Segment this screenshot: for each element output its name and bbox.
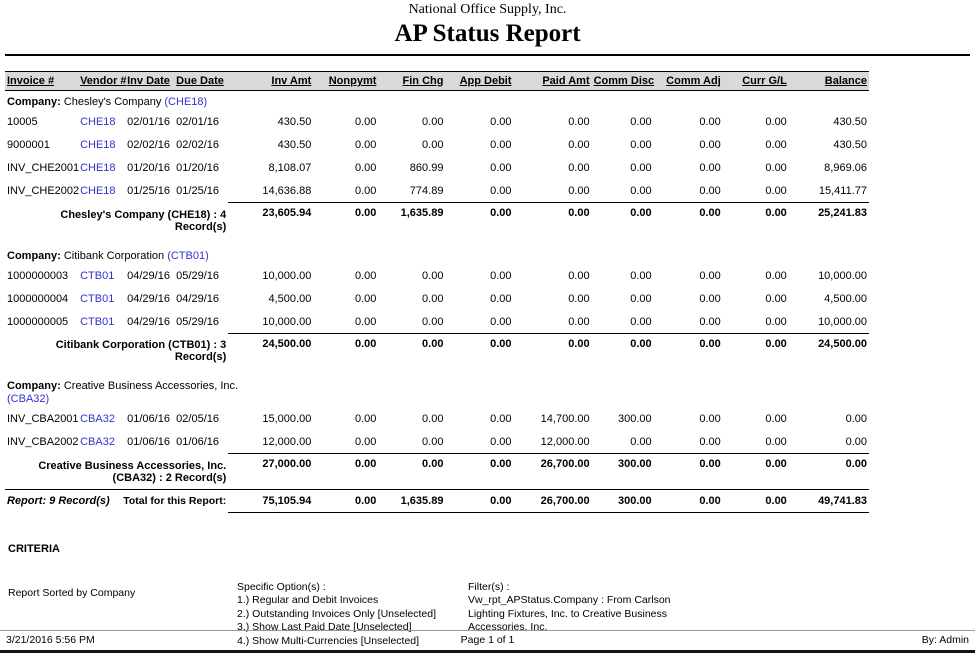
comm-adj-subtotal: 0.00 bbox=[654, 454, 723, 490]
fin-chg-cell: 0.00 bbox=[422, 292, 444, 305]
due-date-cell: 01/06/16 bbox=[176, 436, 219, 448]
criteria-option: 2.) Outstanding Invoices Only [Unselected] bbox=[237, 607, 437, 620]
col-header-app-debit bbox=[445, 72, 513, 91]
paid-amt-cell: 0.00 bbox=[568, 315, 590, 328]
nonpymt-cell: 0.00 bbox=[354, 185, 377, 197]
company-group-header bbox=[5, 238, 869, 264]
inv-amt-subtotal: 27,000.00 bbox=[228, 454, 313, 490]
page-title: AP Status Report bbox=[394, 20, 581, 47]
invoice-row bbox=[5, 133, 869, 156]
paid-amt-subtotal: 0.00 bbox=[514, 333, 592, 368]
company-code-link[interactable]: (CBA32) bbox=[7, 393, 50, 405]
comm-adj-cell: 0.00 bbox=[699, 185, 721, 197]
col-header-due-date bbox=[174, 72, 228, 91]
paid-amt-cell: 12,000.00 bbox=[540, 436, 590, 448]
vendor-link[interactable]: CTB01 bbox=[80, 269, 115, 282]
app-debit-subtotal: 0.00 bbox=[445, 333, 513, 368]
invoice-number-cell: 9000001 bbox=[7, 139, 50, 151]
due-date-cell: 01/25/16 bbox=[176, 185, 219, 197]
inv-amt-total: 75,105.94 bbox=[228, 489, 313, 512]
col-header-inv-date bbox=[125, 72, 174, 91]
invoice-number-cell: 1000000004 bbox=[7, 292, 69, 305]
comm-disc-cell: 0.00 bbox=[630, 315, 652, 328]
fin-chg-cell: 0.00 bbox=[422, 139, 444, 151]
invoice-number-cell: INV_CBA2002 bbox=[7, 436, 79, 448]
invoice-row bbox=[5, 156, 869, 179]
grand-total-label-cell bbox=[5, 489, 228, 512]
subtotal-row bbox=[5, 203, 869, 238]
col-header-curr-gl bbox=[723, 72, 789, 91]
fin-chg-cell: 0.00 bbox=[422, 315, 444, 328]
inv-date-cell: 02/02/16 bbox=[127, 139, 170, 151]
comm-adj-cell: 0.00 bbox=[699, 139, 721, 151]
col-header-label: Balance bbox=[824, 75, 867, 87]
inv-amt-cell: 430.50 bbox=[277, 116, 312, 128]
company-group-header bbox=[5, 91, 869, 111]
comm-disc-cell: 0.00 bbox=[630, 162, 652, 174]
app-debit-cell: 0.00 bbox=[490, 116, 512, 128]
paid-amt-cell: 0.00 bbox=[568, 139, 590, 151]
comm-adj-cell: 0.00 bbox=[699, 292, 721, 305]
balance-subtotal: 24,500.00 bbox=[789, 333, 869, 368]
paid-amt-cell: 14,700.00 bbox=[540, 413, 590, 425]
col-header-label: Inv Date bbox=[127, 75, 170, 87]
curr-gl-cell: 0.00 bbox=[765, 269, 787, 282]
col-header-label: Invoice # bbox=[7, 75, 55, 87]
balance-cell: 10,000.00 bbox=[818, 315, 867, 328]
col-header-label: App Debit bbox=[459, 75, 512, 87]
report-header bbox=[0, 0, 975, 48]
col-header-label: Paid Amt bbox=[542, 75, 590, 87]
inv-amt-cell: 430.50 bbox=[277, 139, 312, 151]
inv-date-cell: 04/29/16 bbox=[127, 269, 170, 282]
nonpymt-cell: 0.00 bbox=[354, 162, 377, 174]
ap-status-table bbox=[5, 71, 869, 513]
comm-adj-cell: 0.00 bbox=[699, 436, 721, 448]
vendor-link[interactable]: CHE18 bbox=[80, 116, 116, 128]
comm-adj-total: 0.00 bbox=[654, 489, 723, 512]
inv-date-cell: 01/25/16 bbox=[127, 185, 170, 197]
criteria-option: 3.) Show Last Paid Date [Unselected] bbox=[237, 621, 412, 633]
app-debit-subtotal: 0.00 bbox=[445, 203, 513, 238]
table-header-row bbox=[5, 72, 869, 91]
comm-disc-cell: 0.00 bbox=[630, 292, 652, 305]
col-header-nonpymt bbox=[313, 72, 378, 91]
subtotal-label: Citibank Corporation (CTB01) : 3 Record(s) bbox=[55, 339, 227, 363]
comm-adj-cell: 0.00 bbox=[699, 269, 721, 282]
app-debit-subtotal: 0.00 bbox=[445, 454, 513, 490]
company-name: Creative Business Accessories, Inc. bbox=[63, 380, 239, 392]
due-date-cell: 04/29/16 bbox=[176, 292, 219, 305]
app-debit-cell: 0.00 bbox=[490, 292, 512, 305]
nonpymt-cell: 0.00 bbox=[354, 269, 377, 282]
fin-chg-cell: 774.89 bbox=[409, 185, 444, 197]
col-header-inv-amt bbox=[228, 72, 313, 91]
comm-disc-subtotal: 0.00 bbox=[592, 333, 654, 368]
fin-chg-subtotal: 0.00 bbox=[378, 333, 445, 368]
curr-gl-cell: 0.00 bbox=[765, 139, 787, 151]
paid-amt-cell: 0.00 bbox=[568, 116, 590, 128]
inv-amt-subtotal: 23,605.94 bbox=[228, 203, 313, 238]
company-group-header bbox=[5, 368, 869, 407]
comm-disc-total: 300.00 bbox=[592, 489, 654, 512]
curr-gl-subtotal: 0.00 bbox=[723, 203, 789, 238]
company-group-cell bbox=[5, 368, 869, 407]
company-prefix-label: Company: bbox=[7, 96, 61, 108]
inv-amt-subtotal: 24,500.00 bbox=[228, 333, 313, 368]
fin-chg-cell: 0.00 bbox=[422, 269, 444, 282]
due-date-cell: 02/01/16 bbox=[176, 116, 219, 128]
invoice-number-cell: 10005 bbox=[7, 116, 38, 128]
app-debit-cell: 0.00 bbox=[490, 162, 512, 174]
curr-gl-cell: 0.00 bbox=[765, 436, 787, 448]
col-header-label: Vendor # bbox=[80, 75, 127, 87]
footer-author: By: Admin bbox=[921, 634, 969, 646]
app-debit-cell: 0.00 bbox=[490, 139, 512, 151]
comm-adj-cell: 0.00 bbox=[699, 315, 721, 328]
inv-date-cell: 01/06/16 bbox=[127, 413, 170, 425]
title-divider bbox=[5, 54, 970, 56]
curr-gl-cell: 0.00 bbox=[765, 413, 787, 425]
curr-gl-cell: 0.00 bbox=[765, 315, 787, 328]
footer-row bbox=[0, 631, 975, 650]
subtotal-row bbox=[5, 333, 869, 368]
invoice-row bbox=[5, 310, 869, 334]
inv-amt-cell: 10,000.00 bbox=[262, 315, 312, 328]
comm-disc-subtotal: 300.00 bbox=[592, 454, 654, 490]
invoice-number-cell: INV_CHE2001 bbox=[7, 162, 80, 174]
paid-amt-cell: 0.00 bbox=[568, 162, 590, 174]
inv-date-cell: 01/06/16 bbox=[127, 436, 170, 448]
company-code-link[interactable]: (CTB01) bbox=[167, 249, 209, 262]
criteria-heading: CRITERIA bbox=[8, 542, 60, 555]
invoice-number-cell: 1000000005 bbox=[7, 315, 69, 328]
criteria-sort-text: Report Sorted by Company bbox=[8, 586, 136, 599]
app-debit-cell: 0.00 bbox=[490, 185, 512, 197]
paid-amt-total: 26,700.00 bbox=[514, 489, 592, 512]
curr-gl-cell: 0.00 bbox=[765, 292, 787, 305]
col-header-balance bbox=[789, 72, 869, 91]
nonpymt-subtotal: 0.00 bbox=[313, 203, 378, 238]
invoice-row bbox=[5, 430, 869, 454]
vendor-link[interactable]: CTB01 bbox=[80, 315, 115, 328]
comm-disc-cell: 0.00 bbox=[630, 185, 652, 197]
inv-amt-cell: 10,000.00 bbox=[262, 269, 312, 282]
fin-chg-cell: 0.00 bbox=[422, 413, 444, 425]
comm-adj-subtotal: 0.00 bbox=[654, 333, 723, 368]
paid-amt-cell: 0.00 bbox=[568, 292, 590, 305]
criteria-filters-text: Vw_rpt_APStatus.Company : From Carlson Lighting Fixtures, Inc. to Creative Business Accessories, Inc. bbox=[468, 594, 671, 633]
balance-subtotal: 25,241.83 bbox=[789, 203, 869, 238]
nonpymt-cell: 0.00 bbox=[354, 413, 377, 425]
grand-total-row bbox=[5, 489, 869, 512]
balance-subtotal: 0.00 bbox=[789, 454, 869, 490]
company-group-label bbox=[7, 380, 245, 406]
curr-gl-subtotal: 0.00 bbox=[723, 454, 789, 490]
company-prefix-label: Company: bbox=[7, 380, 61, 392]
invoice-row bbox=[5, 407, 869, 430]
comm-adj-subtotal: 0.00 bbox=[654, 203, 723, 238]
fin-chg-cell: 0.00 bbox=[422, 436, 444, 448]
due-date-cell: 02/05/16 bbox=[176, 413, 219, 425]
invoice-number-cell: INV_CBA2001 bbox=[7, 413, 79, 425]
col-header-invoice bbox=[5, 72, 78, 91]
inv-date-cell: 04/29/16 bbox=[127, 315, 170, 328]
company-name: Chesley's Company bbox=[63, 96, 162, 108]
vendor-link[interactable]: CHE18 bbox=[80, 139, 116, 151]
company-prefix-label: Company: bbox=[7, 249, 61, 262]
col-header-comm-disc bbox=[592, 72, 654, 91]
nonpymt-cell: 0.00 bbox=[354, 315, 377, 328]
app-debit-cell: 0.00 bbox=[490, 436, 512, 448]
due-date-cell: 05/29/16 bbox=[176, 269, 219, 282]
balance-cell: 430.50 bbox=[833, 139, 867, 151]
fin-chg-cell: 860.99 bbox=[409, 162, 444, 174]
nonpymt-cell: 0.00 bbox=[354, 436, 377, 448]
nonpymt-total: 0.00 bbox=[313, 489, 378, 512]
footer-page-number: Page 1 of 1 bbox=[460, 634, 515, 646]
nonpymt-subtotal: 0.00 bbox=[313, 454, 378, 490]
vendor-link[interactable]: CBA32 bbox=[80, 436, 115, 448]
invoice-row bbox=[5, 287, 869, 310]
col-header-comm-adj bbox=[654, 72, 723, 91]
comm-disc-cell: 0.00 bbox=[630, 139, 652, 151]
comm-adj-cell: 0.00 bbox=[699, 162, 721, 174]
curr-gl-cell: 0.00 bbox=[765, 185, 787, 197]
criteria-filters-label: Filter(s) : bbox=[468, 580, 510, 593]
criteria-options-label: Specific Option(s) : bbox=[237, 580, 326, 593]
balance-cell: 15,411.77 bbox=[818, 185, 867, 197]
invoice-row bbox=[5, 179, 869, 203]
subtotal-row bbox=[5, 454, 869, 490]
company-group-cell bbox=[5, 238, 869, 264]
app-debit-cell: 0.00 bbox=[490, 269, 512, 282]
comm-adj-cell: 0.00 bbox=[699, 116, 721, 128]
vendor-link[interactable]: CBA32 bbox=[80, 413, 115, 425]
col-header-vendor bbox=[78, 72, 125, 91]
fin-chg-subtotal: 0.00 bbox=[378, 454, 445, 490]
grand-total-label: Total for this Report: bbox=[123, 494, 227, 507]
curr-gl-subtotal: 0.00 bbox=[723, 333, 789, 368]
subtotal-label: Creative Business Accessories, Inc. (CBA32) : 2 Record(s) bbox=[38, 459, 227, 484]
invoice-row bbox=[5, 110, 869, 133]
col-header-label: Nonpymt bbox=[328, 75, 377, 87]
app-debit-cell: 0.00 bbox=[490, 413, 512, 425]
subtotal-label: Chesley's Company (CHE18) : 4 Record(s) bbox=[60, 208, 227, 233]
nonpymt-subtotal: 0.00 bbox=[313, 333, 378, 368]
col-header-fin-chg bbox=[378, 72, 445, 91]
nonpymt-cell: 0.00 bbox=[354, 292, 377, 305]
report-footer bbox=[0, 630, 975, 653]
report-record-count: Report: 9 Record(s) bbox=[7, 494, 110, 507]
app-debit-total: 0.00 bbox=[445, 489, 513, 512]
footer-datetime: 3/21/2016 5:56 PM bbox=[6, 634, 95, 646]
balance-cell: 0.00 bbox=[845, 413, 867, 425]
company-group-cell bbox=[5, 91, 869, 111]
inv-amt-cell: 15,000.00 bbox=[262, 413, 312, 425]
invoice-number-cell: 1000000003 bbox=[7, 269, 69, 282]
vendor-link[interactable]: CHE18 bbox=[80, 185, 116, 197]
nonpymt-cell: 0.00 bbox=[354, 139, 377, 151]
paid-amt-subtotal: 26,700.00 bbox=[514, 454, 592, 490]
col-header-label: Fin Chg bbox=[402, 75, 444, 87]
col-header-label: Inv Amt bbox=[271, 75, 312, 87]
curr-gl-cell: 0.00 bbox=[765, 116, 787, 128]
col-header-label: Curr G/L bbox=[742, 75, 787, 87]
inv-date-cell: 02/01/16 bbox=[127, 116, 170, 128]
col-header-label: Comm Disc bbox=[593, 75, 655, 87]
paid-amt-subtotal: 0.00 bbox=[514, 203, 592, 238]
vendor-link[interactable]: CTB01 bbox=[80, 292, 115, 305]
comm-disc-cell: 0.00 bbox=[630, 116, 652, 128]
comm-disc-cell: 0.00 bbox=[630, 436, 652, 448]
invoice-row bbox=[5, 264, 869, 287]
balance-cell: 4,500.00 bbox=[824, 292, 867, 305]
report-company-name: National Office Supply, Inc. bbox=[408, 2, 567, 17]
inv-date-cell: 01/20/16 bbox=[127, 162, 170, 174]
comm-adj-cell: 0.00 bbox=[699, 413, 721, 425]
criteria-option: 4.) Show Multi-Currencies [Unselected] bbox=[237, 634, 420, 647]
col-header-label: Comm Adj bbox=[666, 75, 721, 87]
balance-cell: 0.00 bbox=[845, 436, 867, 448]
comm-disc-subtotal: 0.00 bbox=[592, 203, 654, 238]
col-header-label: Due Date bbox=[176, 75, 224, 87]
paid-amt-cell: 0.00 bbox=[568, 185, 590, 197]
criteria-option: 1.) Regular and Debit Invoices bbox=[237, 594, 379, 606]
balance-cell: 8,969.06 bbox=[824, 162, 867, 174]
inv-amt-cell: 8,108.07 bbox=[268, 162, 312, 174]
balance-cell: 10,000.00 bbox=[818, 269, 867, 282]
inv-date-cell: 04/29/16 bbox=[127, 292, 170, 305]
fin-chg-total: 1,635.89 bbox=[378, 489, 445, 512]
due-date-cell: 01/20/16 bbox=[176, 162, 219, 174]
balance-total: 49,741.83 bbox=[789, 489, 869, 512]
inv-amt-cell: 12,000.00 bbox=[262, 436, 312, 448]
fin-chg-subtotal: 1,635.89 bbox=[378, 203, 445, 238]
app-debit-cell: 0.00 bbox=[490, 315, 512, 328]
due-date-cell: 02/02/16 bbox=[176, 139, 219, 151]
company-group-label bbox=[7, 96, 245, 109]
balance-cell: 430.50 bbox=[833, 116, 867, 128]
paid-amt-cell: 0.00 bbox=[568, 269, 590, 282]
company-code-link[interactable]: (CHE18) bbox=[164, 96, 208, 108]
due-date-cell: 05/29/16 bbox=[176, 315, 219, 328]
inv-amt-cell: 14,636.88 bbox=[262, 185, 312, 197]
company-name: Citibank Corporation bbox=[63, 249, 165, 262]
col-header-paid-amt bbox=[514, 72, 592, 91]
curr-gl-total: 0.00 bbox=[723, 489, 789, 512]
comm-disc-cell: 300.00 bbox=[618, 413, 652, 425]
invoice-number-cell: INV_CHE2002 bbox=[7, 185, 80, 197]
nonpymt-cell: 0.00 bbox=[354, 116, 377, 128]
comm-disc-cell: 0.00 bbox=[630, 269, 652, 282]
fin-chg-cell: 0.00 bbox=[422, 116, 444, 128]
curr-gl-cell: 0.00 bbox=[765, 162, 787, 174]
inv-amt-cell: 4,500.00 bbox=[268, 292, 312, 305]
vendor-link[interactable]: CHE18 bbox=[80, 162, 116, 174]
company-group-label bbox=[7, 250, 245, 263]
